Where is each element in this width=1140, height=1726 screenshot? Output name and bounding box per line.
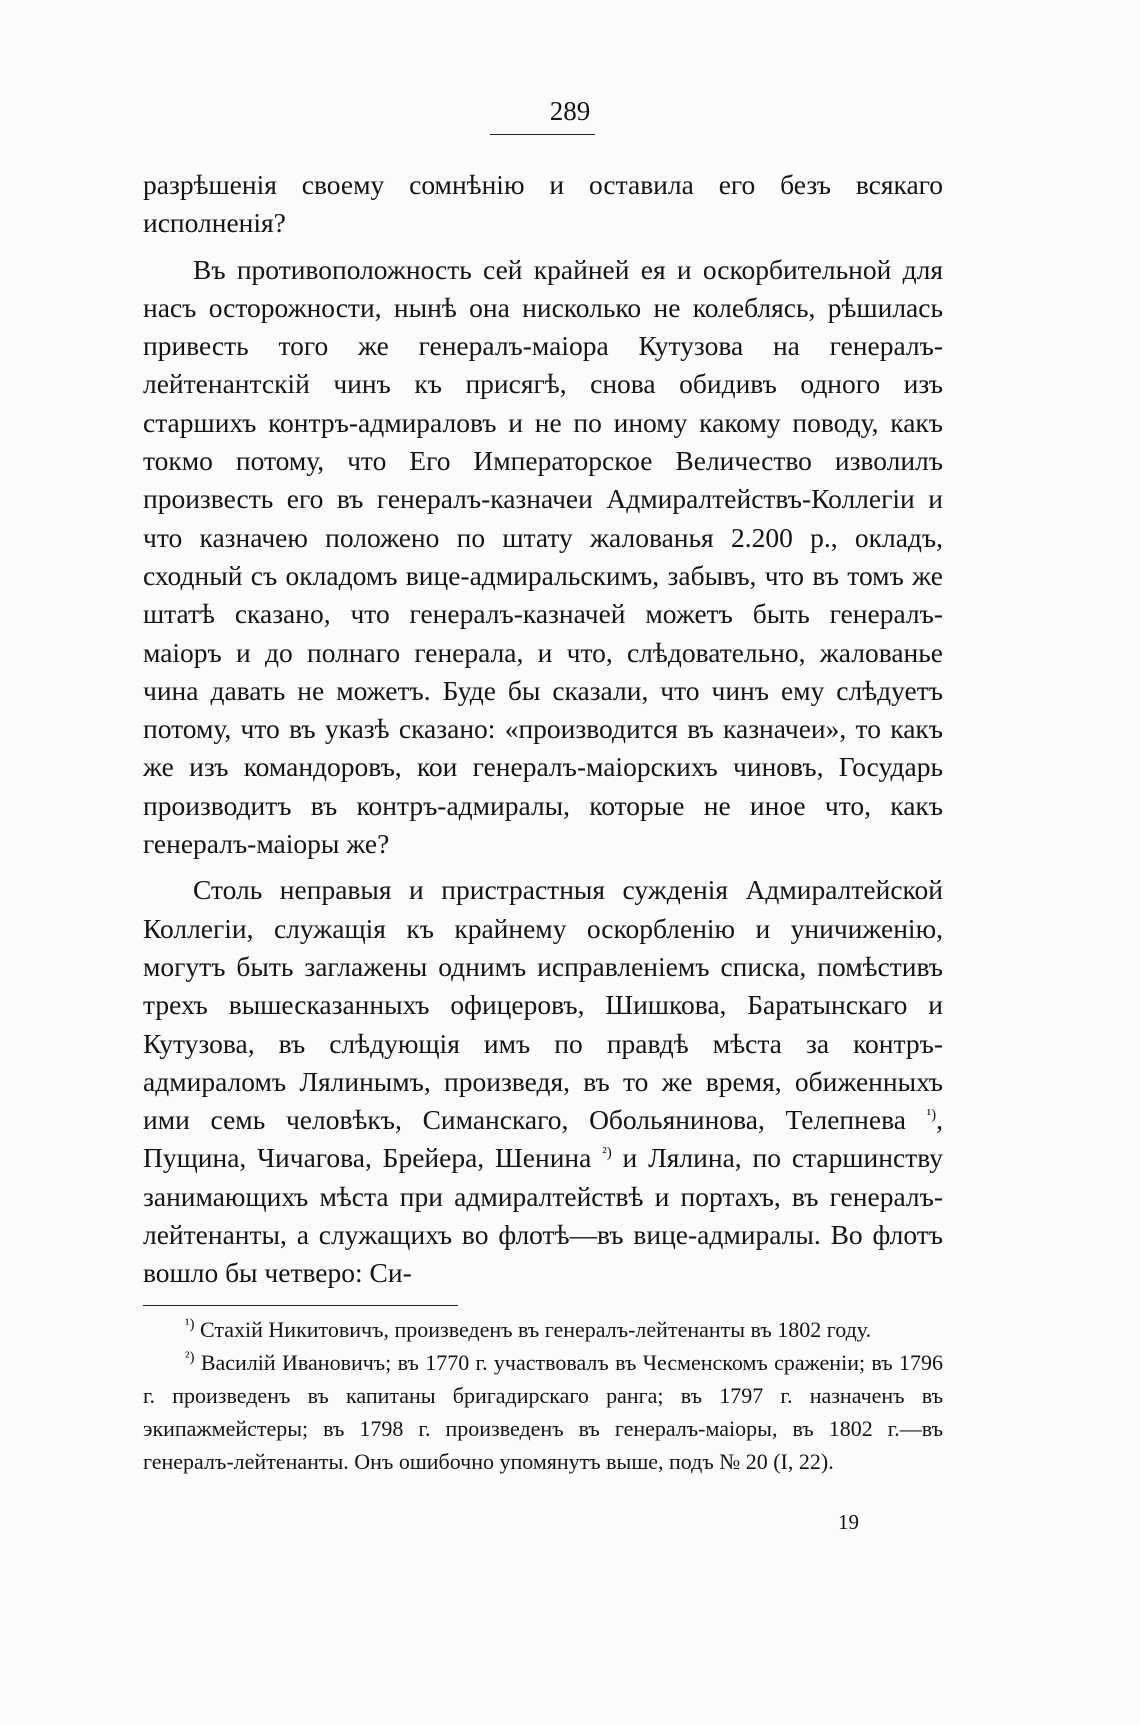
paragraph-text: Столь неправыя и пристрастныя сужденія Адмиралтейской Коллегіи, служащія къ крайнему оскорбленію и уничиженію, могутъ быть заглажены однимъ исправленіемъ списка, помѣстивъ трехъ вышесказанныхъ офицеровъ, Шишкова, Баратынскаго и Кутузова, въ слѣдующія имъ по правдѣ мѣста за контръ-адмираломъ Лялинымъ, произведя, въ то же время, обиженныхъ ими семь человѣкъ, Симанскаго, Обольянинова, Телепнева: [143, 874, 943, 1136]
header-rule: [490, 134, 595, 135]
footnote-text: Стахій Никитовичъ, произведенъ въ генералъ-лейтенанты въ 1802 году.: [194, 1317, 872, 1342]
footnotes: [143, 1313, 943, 1478]
paragraph-text: и Лялина, по старшинству занимающихъ мѣста при адмиралтействѣ и портахъ, въ генералъ-лейтенанты, а служащихъ во флотѣ—въ вице-адмиралы. Во флотъ вошло бы четверо: Си-: [143, 1142, 943, 1289]
footnote-ref-2: ²): [602, 1145, 612, 1162]
footnote-rule: [143, 1305, 458, 1306]
page-number: 289: [549, 96, 591, 126]
footnote-text: Василій Ивановичъ; въ 1770 г. участвовалъ въ Чесменскомъ сраженіи; въ 1796 г. произведенъ въ капитаны бригадирскаго ранга; въ 1797 г. назначенъ въ экипажмейстеры; въ 1798 г. произведенъ въ генералъ-маіоры, въ 1802 г.—въ генералъ-лейтенанты. Онъ ошибочно упомянутъ выше, подъ № 20 (I, 22).: [143, 1350, 943, 1474]
signature-mark: 19: [838, 1510, 859, 1534]
footnote-mark: ²): [185, 1349, 195, 1366]
footnote-mark: ¹): [185, 1316, 195, 1333]
paragraph-text: , Пущина, Чичагова, Брейера, Шенина: [143, 1104, 944, 1174]
paragraph: разрѣшенія своему сомнѣнію и оставила его безъ всякаго исполненія?: [143, 169, 943, 239]
footnote: [143, 1313, 943, 1346]
paragraph: Въ противоположность сей крайней ея и оскорбительной для насъ осторожности, нынѣ она нисколько не колеблясь, рѣшилась привесть того же генералъ-маіора Кутузова на генералъ-лейтенантскій чинъ къ присягѣ, снова обидивъ одного изъ старшихъ контръ-адмираловъ и не по иному какому поводу, какъ токмо потому, что Его Императорское Величество изволилъ произвесть его въ генералъ-казначеи Адмиралтействъ-Коллегіи и что казначею положено по штату жалованья 2.200 р., окладъ, сходный съ окладомъ вице-адмиральскимъ, забывъ, что въ томъ же штатѣ сказано, что генералъ-казначей можетъ быть генералъ-маіоръ и до полнаго генерала, и что, слѣдовательно, жалованье чина давать не можетъ. Буде бы сказали, что чинъ ему слѣдуетъ потому, что въ указѣ сказано: «производится въ казначеи», то какъ же изъ командоровъ, кои генералъ-маіорскихъ чиновъ, Государь производитъ въ контръ-адмиралы, которые не иное что, какъ генералъ-маіоры же?: [143, 253, 943, 860]
footnote-ref-1: ¹): [926, 1106, 937, 1123]
footnote: [143, 1346, 943, 1478]
paragraph: [143, 871, 943, 1292]
body-text: [143, 166, 943, 1293]
